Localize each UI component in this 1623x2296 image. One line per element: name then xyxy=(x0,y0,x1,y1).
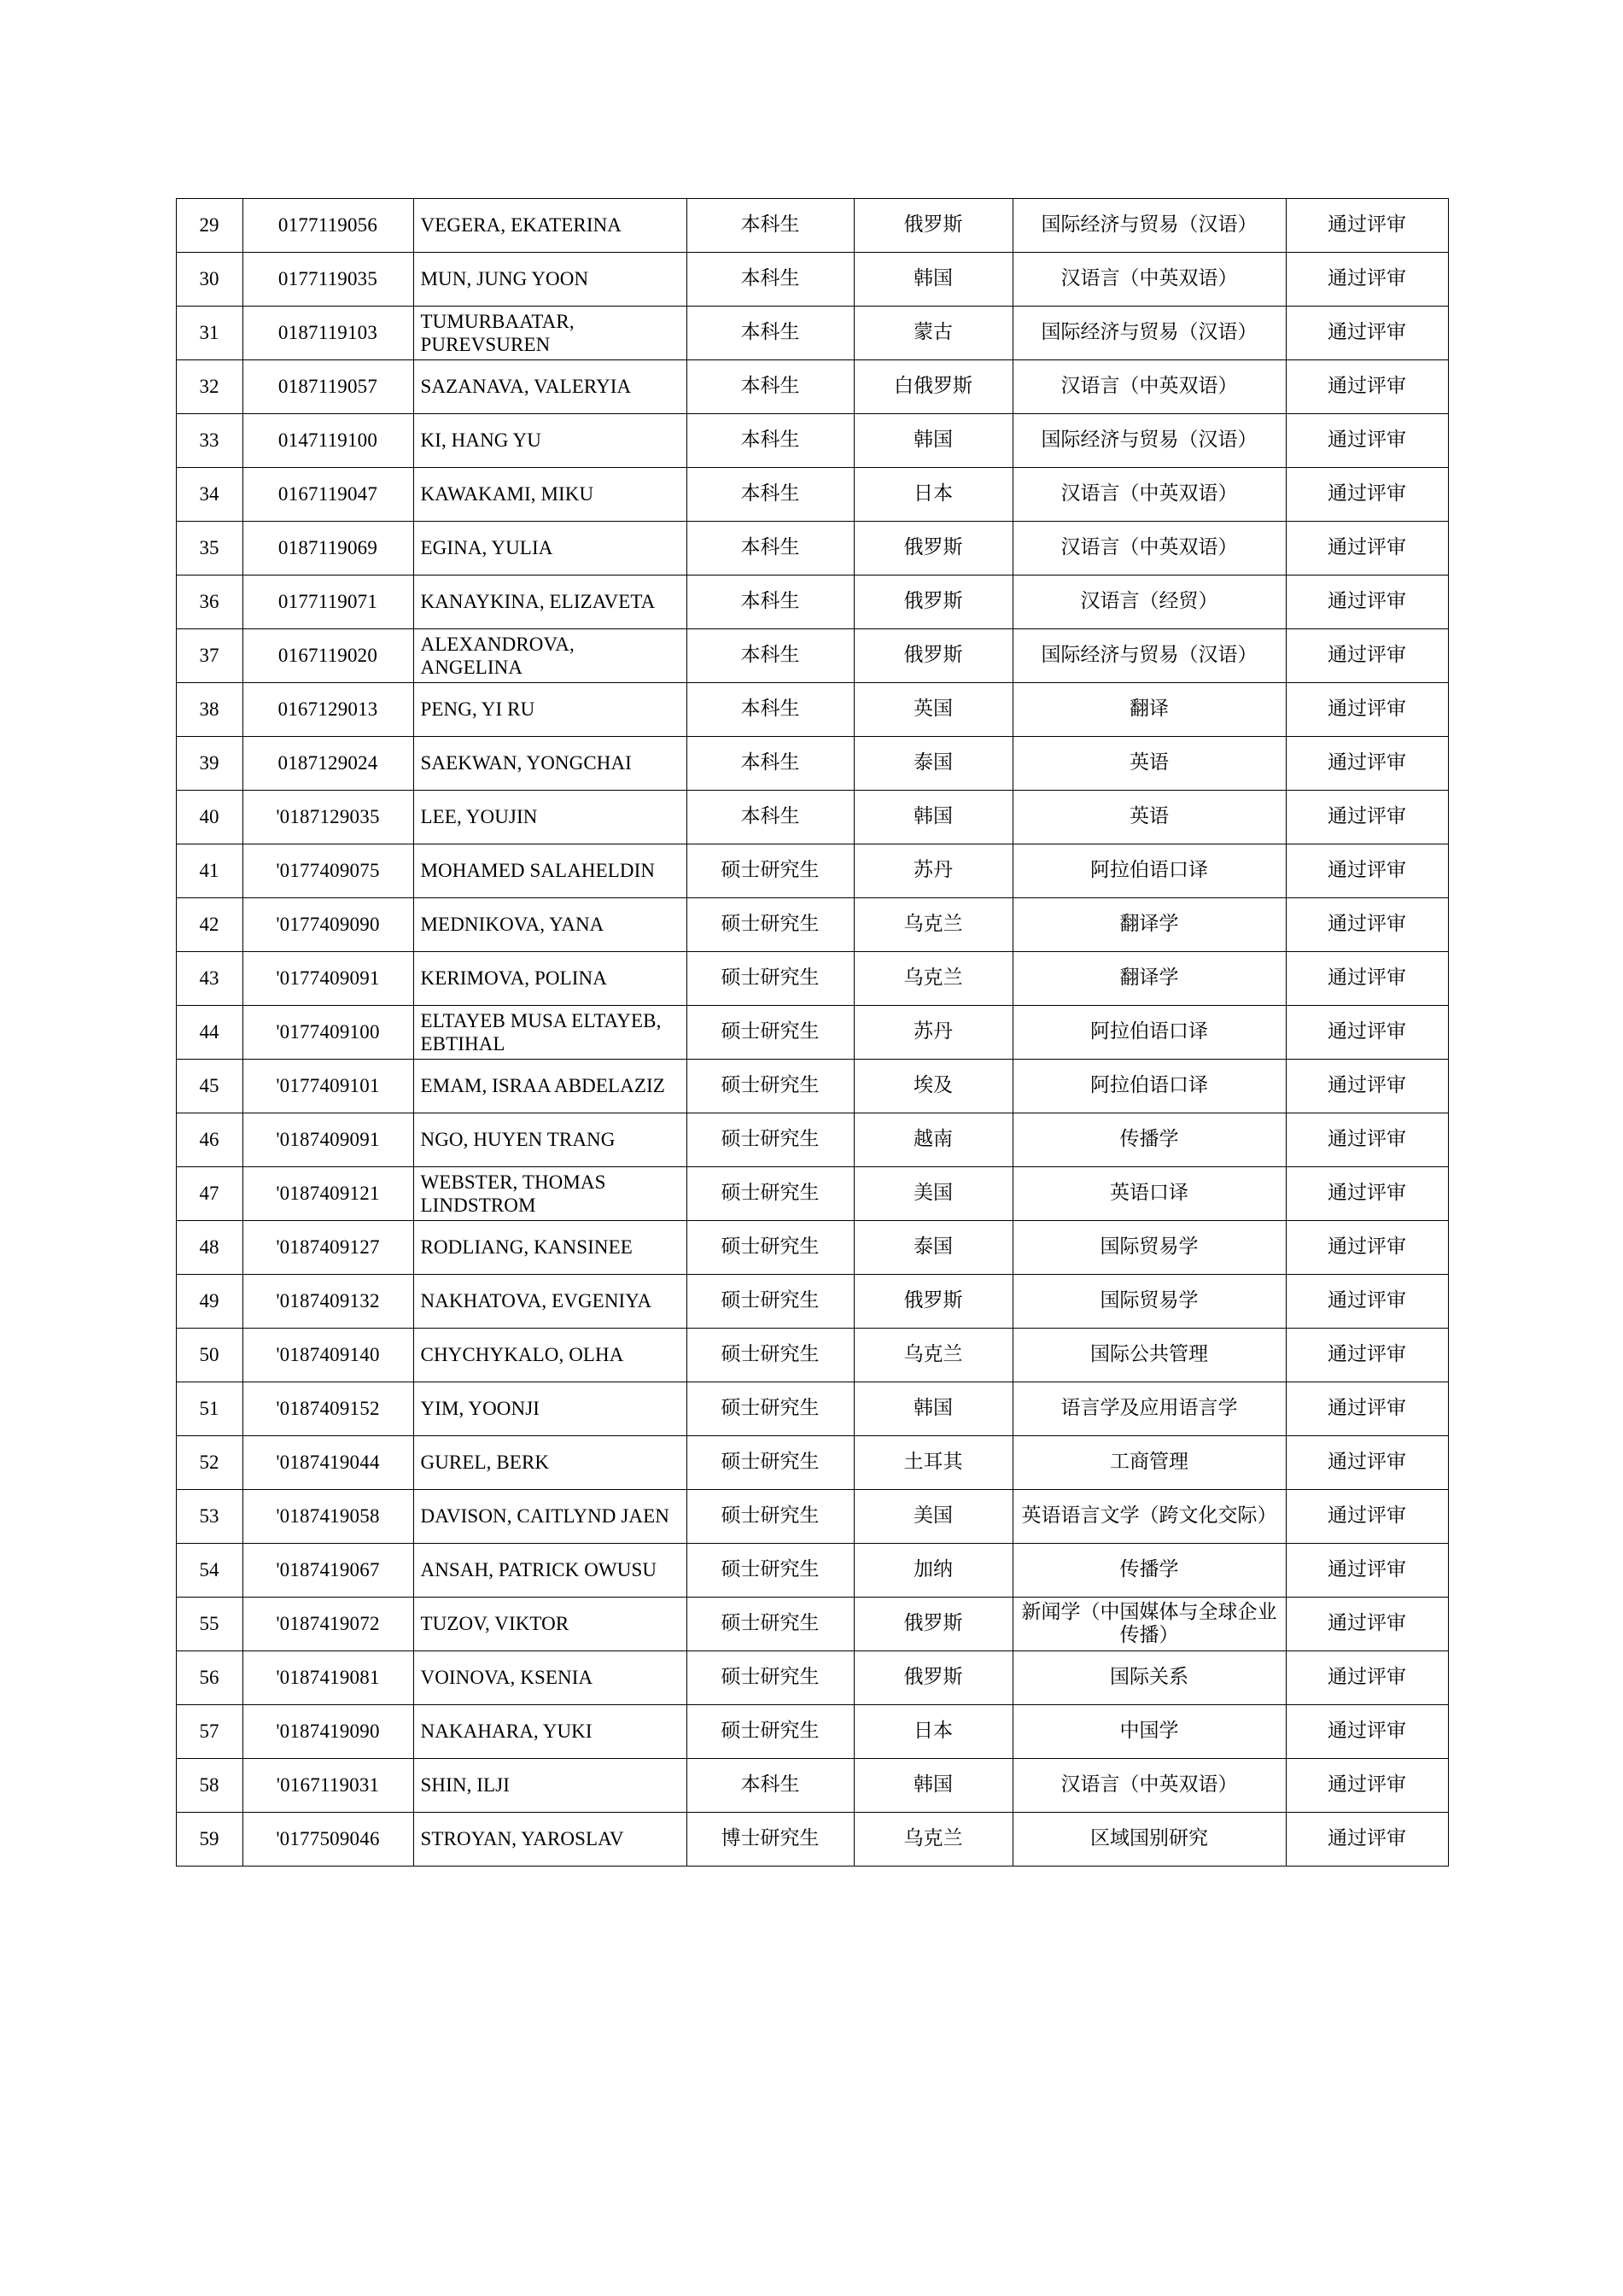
review-result: 通过评审 xyxy=(1286,575,1448,629)
major: 国际贸易学 xyxy=(1013,1221,1286,1275)
major: 新闻学（中国媒体与全球企业传播） xyxy=(1013,1598,1286,1651)
student-id: '0187409152 xyxy=(242,1382,413,1436)
student-id: 0167119047 xyxy=(242,468,413,522)
study-level: 硕士研究生 xyxy=(686,952,854,1006)
study-level: 本科生 xyxy=(686,199,854,253)
major: 汉语言（中英双语） xyxy=(1013,360,1286,414)
row-index: 59 xyxy=(176,1813,242,1867)
row-index: 41 xyxy=(176,844,242,898)
row-index: 55 xyxy=(176,1598,242,1651)
row-index: 51 xyxy=(176,1382,242,1436)
student-name: GUREL, BERK xyxy=(413,1436,686,1490)
major: 国际经济与贸易（汉语） xyxy=(1013,199,1286,253)
student-id: 0167129013 xyxy=(242,683,413,737)
major: 汉语言（中英双语） xyxy=(1013,522,1286,575)
nationality: 韩国 xyxy=(854,414,1013,468)
student-name: WEBSTER, THOMAS LINDSTROM xyxy=(413,1167,686,1221)
study-level: 硕士研究生 xyxy=(686,1275,854,1329)
table-row xyxy=(176,1006,1448,1060)
student-name: ANSAH, PATRICK OWUSU xyxy=(413,1544,686,1598)
major: 汉语言（中英双语） xyxy=(1013,1759,1286,1813)
student-name: SHIN, ILJI xyxy=(413,1759,686,1813)
review-result: 通过评审 xyxy=(1286,1275,1448,1329)
student-name: SAZANAVA, VALERYIA xyxy=(413,360,686,414)
study-level: 本科生 xyxy=(686,791,854,844)
student-id: 0187119069 xyxy=(242,522,413,575)
study-level: 硕士研究生 xyxy=(686,1436,854,1490)
nationality: 俄罗斯 xyxy=(854,629,1013,683)
study-level: 本科生 xyxy=(686,629,854,683)
review-result: 通过评审 xyxy=(1286,629,1448,683)
table-row xyxy=(176,575,1448,629)
review-result: 通过评审 xyxy=(1286,791,1448,844)
major: 翻译 xyxy=(1013,683,1286,737)
table-row xyxy=(176,360,1448,414)
row-index: 48 xyxy=(176,1221,242,1275)
nationality: 俄罗斯 xyxy=(854,199,1013,253)
table-row xyxy=(176,1167,1448,1221)
student-id: 0167119020 xyxy=(242,629,413,683)
student-id: '0177409075 xyxy=(242,844,413,898)
table-row xyxy=(176,1598,1448,1651)
table-row xyxy=(176,1275,1448,1329)
table-row xyxy=(176,1544,1448,1598)
major: 阿拉伯语口译 xyxy=(1013,1060,1286,1113)
review-result: 通过评审 xyxy=(1286,898,1448,952)
row-index: 34 xyxy=(176,468,242,522)
study-level: 本科生 xyxy=(686,307,854,360)
nationality: 日本 xyxy=(854,468,1013,522)
nationality: 日本 xyxy=(854,1705,1013,1759)
study-level: 硕士研究生 xyxy=(686,1705,854,1759)
student-name: STROYAN, YAROSLAV xyxy=(413,1813,686,1867)
major: 英语 xyxy=(1013,791,1286,844)
table-row xyxy=(176,199,1448,253)
nationality: 埃及 xyxy=(854,1060,1013,1113)
study-level: 本科生 xyxy=(686,253,854,307)
student-id: '0187409127 xyxy=(242,1221,413,1275)
review-result: 通过评审 xyxy=(1286,1060,1448,1113)
table-row xyxy=(176,414,1448,468)
table-row xyxy=(176,737,1448,791)
nationality: 泰国 xyxy=(854,1221,1013,1275)
table-row xyxy=(176,522,1448,575)
student-name: CHYCHYKALO, OLHA xyxy=(413,1329,686,1382)
table-row xyxy=(176,1759,1448,1813)
student-name: SAEKWAN, YONGCHAI xyxy=(413,737,686,791)
nationality: 加纳 xyxy=(854,1544,1013,1598)
review-result: 通过评审 xyxy=(1286,844,1448,898)
nationality: 韩国 xyxy=(854,791,1013,844)
study-level: 硕士研究生 xyxy=(686,1060,854,1113)
student-name: MEDNIKOVA, YANA xyxy=(413,898,686,952)
row-index: 36 xyxy=(176,575,242,629)
student-id: '0187409121 xyxy=(242,1167,413,1221)
row-index: 44 xyxy=(176,1006,242,1060)
row-index: 43 xyxy=(176,952,242,1006)
study-level: 硕士研究生 xyxy=(686,1167,854,1221)
review-result: 通过评审 xyxy=(1286,952,1448,1006)
student-id: '0177509046 xyxy=(242,1813,413,1867)
roster-table xyxy=(176,198,1449,1867)
student-id: '0177409100 xyxy=(242,1006,413,1060)
nationality: 乌克兰 xyxy=(854,1813,1013,1867)
row-index: 40 xyxy=(176,791,242,844)
table-row xyxy=(176,253,1448,307)
table-row xyxy=(176,1436,1448,1490)
student-name: NAKHATOVA, EVGENIYA xyxy=(413,1275,686,1329)
roster-table-wrapper xyxy=(176,198,1448,1867)
row-index: 49 xyxy=(176,1275,242,1329)
nationality: 蒙古 xyxy=(854,307,1013,360)
study-level: 硕士研究生 xyxy=(686,1544,854,1598)
row-index: 33 xyxy=(176,414,242,468)
student-id: 0147119100 xyxy=(242,414,413,468)
student-name: KAWAKAMI, MIKU xyxy=(413,468,686,522)
study-level: 硕士研究生 xyxy=(686,1598,854,1651)
major: 传播学 xyxy=(1013,1544,1286,1598)
row-index: 32 xyxy=(176,360,242,414)
nationality: 苏丹 xyxy=(854,1006,1013,1060)
row-index: 30 xyxy=(176,253,242,307)
major: 英语口译 xyxy=(1013,1167,1286,1221)
review-result: 通过评审 xyxy=(1286,1490,1448,1544)
major: 国际经济与贸易（汉语） xyxy=(1013,414,1286,468)
student-name: RODLIANG, KANSINEE xyxy=(413,1221,686,1275)
nationality: 俄罗斯 xyxy=(854,522,1013,575)
table-row xyxy=(176,1329,1448,1382)
student-name: VOINOVA, KSENIA xyxy=(413,1651,686,1705)
nationality: 韩国 xyxy=(854,1382,1013,1436)
review-result: 通过评审 xyxy=(1286,1651,1448,1705)
roster-table-body xyxy=(176,199,1448,1867)
study-level: 硕士研究生 xyxy=(686,1221,854,1275)
table-row xyxy=(176,1813,1448,1867)
table-row xyxy=(176,1705,1448,1759)
student-id: '0187419090 xyxy=(242,1705,413,1759)
row-index: 50 xyxy=(176,1329,242,1382)
review-result: 通过评审 xyxy=(1286,1436,1448,1490)
row-index: 53 xyxy=(176,1490,242,1544)
student-id: '0187419081 xyxy=(242,1651,413,1705)
review-result: 通过评审 xyxy=(1286,1705,1448,1759)
major: 英语语言文学（跨文化交际） xyxy=(1013,1490,1286,1544)
student-name: MOHAMED SALAHELDIN xyxy=(413,844,686,898)
nationality: 白俄罗斯 xyxy=(854,360,1013,414)
table-row xyxy=(176,1651,1448,1705)
row-index: 47 xyxy=(176,1167,242,1221)
student-name: NGO, HUYEN TRANG xyxy=(413,1113,686,1167)
major: 国际公共管理 xyxy=(1013,1329,1286,1382)
study-level: 本科生 xyxy=(686,737,854,791)
nationality: 美国 xyxy=(854,1167,1013,1221)
major: 国际经济与贸易（汉语） xyxy=(1013,307,1286,360)
review-result: 通过评审 xyxy=(1286,1221,1448,1275)
row-index: 57 xyxy=(176,1705,242,1759)
table-row xyxy=(176,307,1448,360)
student-id: '0177409090 xyxy=(242,898,413,952)
study-level: 硕士研究生 xyxy=(686,898,854,952)
row-index: 37 xyxy=(176,629,242,683)
major: 汉语言（中英双语） xyxy=(1013,468,1286,522)
study-level: 本科生 xyxy=(686,522,854,575)
student-id: '0187419072 xyxy=(242,1598,413,1651)
study-level: 本科生 xyxy=(686,360,854,414)
major: 翻译学 xyxy=(1013,898,1286,952)
student-id: 0187119057 xyxy=(242,360,413,414)
study-level: 博士研究生 xyxy=(686,1813,854,1867)
student-name: KERIMOVA, POLINA xyxy=(413,952,686,1006)
study-level: 硕士研究生 xyxy=(686,1651,854,1705)
study-level: 硕士研究生 xyxy=(686,1382,854,1436)
table-row xyxy=(176,1382,1448,1436)
review-result: 通过评审 xyxy=(1286,1813,1448,1867)
student-id: 0177119056 xyxy=(242,199,413,253)
review-result: 通过评审 xyxy=(1286,468,1448,522)
study-level: 硕士研究生 xyxy=(686,1113,854,1167)
nationality: 泰国 xyxy=(854,737,1013,791)
review-result: 通过评审 xyxy=(1286,1382,1448,1436)
study-level: 本科生 xyxy=(686,1759,854,1813)
review-result: 通过评审 xyxy=(1286,1759,1448,1813)
nationality: 韩国 xyxy=(854,1759,1013,1813)
row-index: 31 xyxy=(176,307,242,360)
nationality: 乌克兰 xyxy=(854,952,1013,1006)
review-result: 通过评审 xyxy=(1286,1167,1448,1221)
row-index: 54 xyxy=(176,1544,242,1598)
study-level: 硕士研究生 xyxy=(686,1490,854,1544)
student-id: '0187419067 xyxy=(242,1544,413,1598)
row-index: 56 xyxy=(176,1651,242,1705)
student-id: '0187409132 xyxy=(242,1275,413,1329)
review-result: 通过评审 xyxy=(1286,1544,1448,1598)
study-level: 本科生 xyxy=(686,414,854,468)
row-index: 45 xyxy=(176,1060,242,1113)
student-id: 0187119103 xyxy=(242,307,413,360)
student-name: VEGERA, EKATERINA xyxy=(413,199,686,253)
student-name: ALEXANDROVA, ANGELINA xyxy=(413,629,686,683)
table-row xyxy=(176,898,1448,952)
student-name: KANAYKINA, ELIZAVETA xyxy=(413,575,686,629)
table-row xyxy=(176,468,1448,522)
row-index: 35 xyxy=(176,522,242,575)
review-result: 通过评审 xyxy=(1286,253,1448,307)
study-level: 本科生 xyxy=(686,468,854,522)
table-row xyxy=(176,683,1448,737)
table-row xyxy=(176,1113,1448,1167)
student-id: '0187419044 xyxy=(242,1436,413,1490)
review-result: 通过评审 xyxy=(1286,522,1448,575)
major: 中国学 xyxy=(1013,1705,1286,1759)
review-result: 通过评审 xyxy=(1286,1113,1448,1167)
nationality: 乌克兰 xyxy=(854,1329,1013,1382)
nationality: 俄罗斯 xyxy=(854,1651,1013,1705)
study-level: 硕士研究生 xyxy=(686,1329,854,1382)
student-name: DAVISON, CAITLYND JAEN xyxy=(413,1490,686,1544)
nationality: 韩国 xyxy=(854,253,1013,307)
student-name: TUZOV, VIKTOR xyxy=(413,1598,686,1651)
review-result: 通过评审 xyxy=(1286,199,1448,253)
table-row xyxy=(176,1060,1448,1113)
student-name: EGINA, YULIA xyxy=(413,522,686,575)
student-id: '0187419058 xyxy=(242,1490,413,1544)
study-level: 本科生 xyxy=(686,575,854,629)
review-result: 通过评审 xyxy=(1286,1598,1448,1651)
row-index: 46 xyxy=(176,1113,242,1167)
nationality: 美国 xyxy=(854,1490,1013,1544)
nationality: 越南 xyxy=(854,1113,1013,1167)
table-row xyxy=(176,1490,1448,1544)
student-name: YIM, YOONJI xyxy=(413,1382,686,1436)
row-index: 58 xyxy=(176,1759,242,1813)
major: 传播学 xyxy=(1013,1113,1286,1167)
review-result: 通过评审 xyxy=(1286,360,1448,414)
major: 英语 xyxy=(1013,737,1286,791)
student-id: 0177119071 xyxy=(242,575,413,629)
major: 区域国别研究 xyxy=(1013,1813,1286,1867)
student-name: ELTAYEB MUSA ELTAYEB, EBTIHAL xyxy=(413,1006,686,1060)
row-index: 52 xyxy=(176,1436,242,1490)
major: 国际经济与贸易（汉语） xyxy=(1013,629,1286,683)
review-result: 通过评审 xyxy=(1286,737,1448,791)
student-id: '0187409140 xyxy=(242,1329,413,1382)
major: 工商管理 xyxy=(1013,1436,1286,1490)
study-level: 硕士研究生 xyxy=(686,844,854,898)
student-id: '0187129035 xyxy=(242,791,413,844)
student-name: EMAM, ISRAA ABDELAZIZ xyxy=(413,1060,686,1113)
student-name: MUN, JUNG YOON xyxy=(413,253,686,307)
student-name: TUMURBAATAR, PUREVSUREN xyxy=(413,307,686,360)
major: 国际关系 xyxy=(1013,1651,1286,1705)
row-index: 39 xyxy=(176,737,242,791)
student-id: '0177409101 xyxy=(242,1060,413,1113)
major: 阿拉伯语口译 xyxy=(1013,1006,1286,1060)
student-id: 0187129024 xyxy=(242,737,413,791)
review-result: 通过评审 xyxy=(1286,1329,1448,1382)
student-id: '0177409091 xyxy=(242,952,413,1006)
row-index: 29 xyxy=(176,199,242,253)
major: 语言学及应用语言学 xyxy=(1013,1382,1286,1436)
table-row xyxy=(176,1221,1448,1275)
student-name: LEE, YOUJIN xyxy=(413,791,686,844)
row-index: 38 xyxy=(176,683,242,737)
review-result: 通过评审 xyxy=(1286,414,1448,468)
row-index: 42 xyxy=(176,898,242,952)
review-result: 通过评审 xyxy=(1286,683,1448,737)
study-level: 本科生 xyxy=(686,683,854,737)
student-id: '0187409091 xyxy=(242,1113,413,1167)
student-name: PENG, YI RU xyxy=(413,683,686,737)
review-result: 通过评审 xyxy=(1286,307,1448,360)
nationality: 俄罗斯 xyxy=(854,1275,1013,1329)
nationality: 苏丹 xyxy=(854,844,1013,898)
major: 阿拉伯语口译 xyxy=(1013,844,1286,898)
review-result: 通过评审 xyxy=(1286,1006,1448,1060)
study-level: 硕士研究生 xyxy=(686,1006,854,1060)
table-row xyxy=(176,952,1448,1006)
nationality: 俄罗斯 xyxy=(854,1598,1013,1651)
student-id: '0167119031 xyxy=(242,1759,413,1813)
nationality: 英国 xyxy=(854,683,1013,737)
student-name: NAKAHARA, YUKI xyxy=(413,1705,686,1759)
nationality: 俄罗斯 xyxy=(854,575,1013,629)
table-row xyxy=(176,791,1448,844)
student-name: KI, HANG YU xyxy=(413,414,686,468)
major: 国际贸易学 xyxy=(1013,1275,1286,1329)
major: 汉语言（中英双语） xyxy=(1013,253,1286,307)
nationality: 乌克兰 xyxy=(854,898,1013,952)
major: 汉语言（经贸） xyxy=(1013,575,1286,629)
table-row xyxy=(176,629,1448,683)
table-row xyxy=(176,844,1448,898)
nationality: 土耳其 xyxy=(854,1436,1013,1490)
student-id: 0177119035 xyxy=(242,253,413,307)
major: 翻译学 xyxy=(1013,952,1286,1006)
